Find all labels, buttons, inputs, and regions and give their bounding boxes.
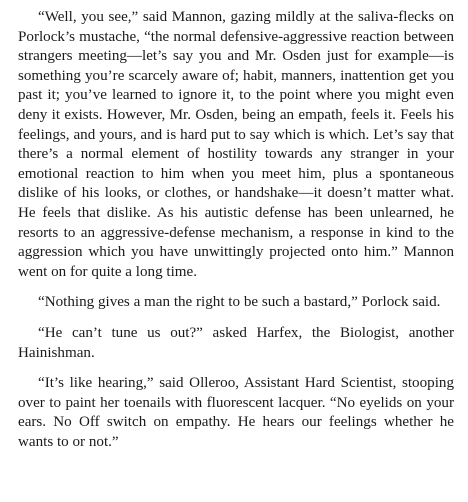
document-page xyxy=(18,8,454,452)
paragraph-porlock-reply: “Nothing gives a man the right to be such a bastard,” Porlock said. xyxy=(38,294,441,311)
paragraph-mannon-explanation: “Well, you see,” said Mannon, gazing mildly at the saliva-flecks on Porlock’s mustache, “the normal defensive-aggressive reaction between strangers meeting—let’s say you and Mr. Osden just for example—is something you’re scarcely aware of; habit, manners, inattention get you past it; you’ve learned to ignore it, to the point where you might even deny it exists. However, Mr. Osden, being an empath, feels it. Feels his feelings, and yours, and is hard put to say which is which. Let’s say that there’s a normal element of hostility towards any stranger in your emotional reaction to him when you meet him, plus a spontaneous dislike of his looks, or clothes, or handshake—it doesn’t matter what. He feels that dislike. As his autistic defense has been unlearned, he resorts to an aggressive-defense mechanism, a response in kind to the aggression which you have unwittingly projected onto him.” Mannon went on for quite a long time. xyxy=(18,9,454,280)
paragraph-harfex-question: “He can’t tune us out?” asked Harfex, the Biologist, another Hainishman. xyxy=(18,324,454,361)
paragraph-olleroo-answer: “It’s like hearing,” said Olleroo, Assistant Hard Scientist, stooping over to paint her toenails with fluorescent lacquer. “No eyelids on your ears. No Off switch on empathy. He hears our feelings whether he wants to or not.” xyxy=(18,375,454,450)
